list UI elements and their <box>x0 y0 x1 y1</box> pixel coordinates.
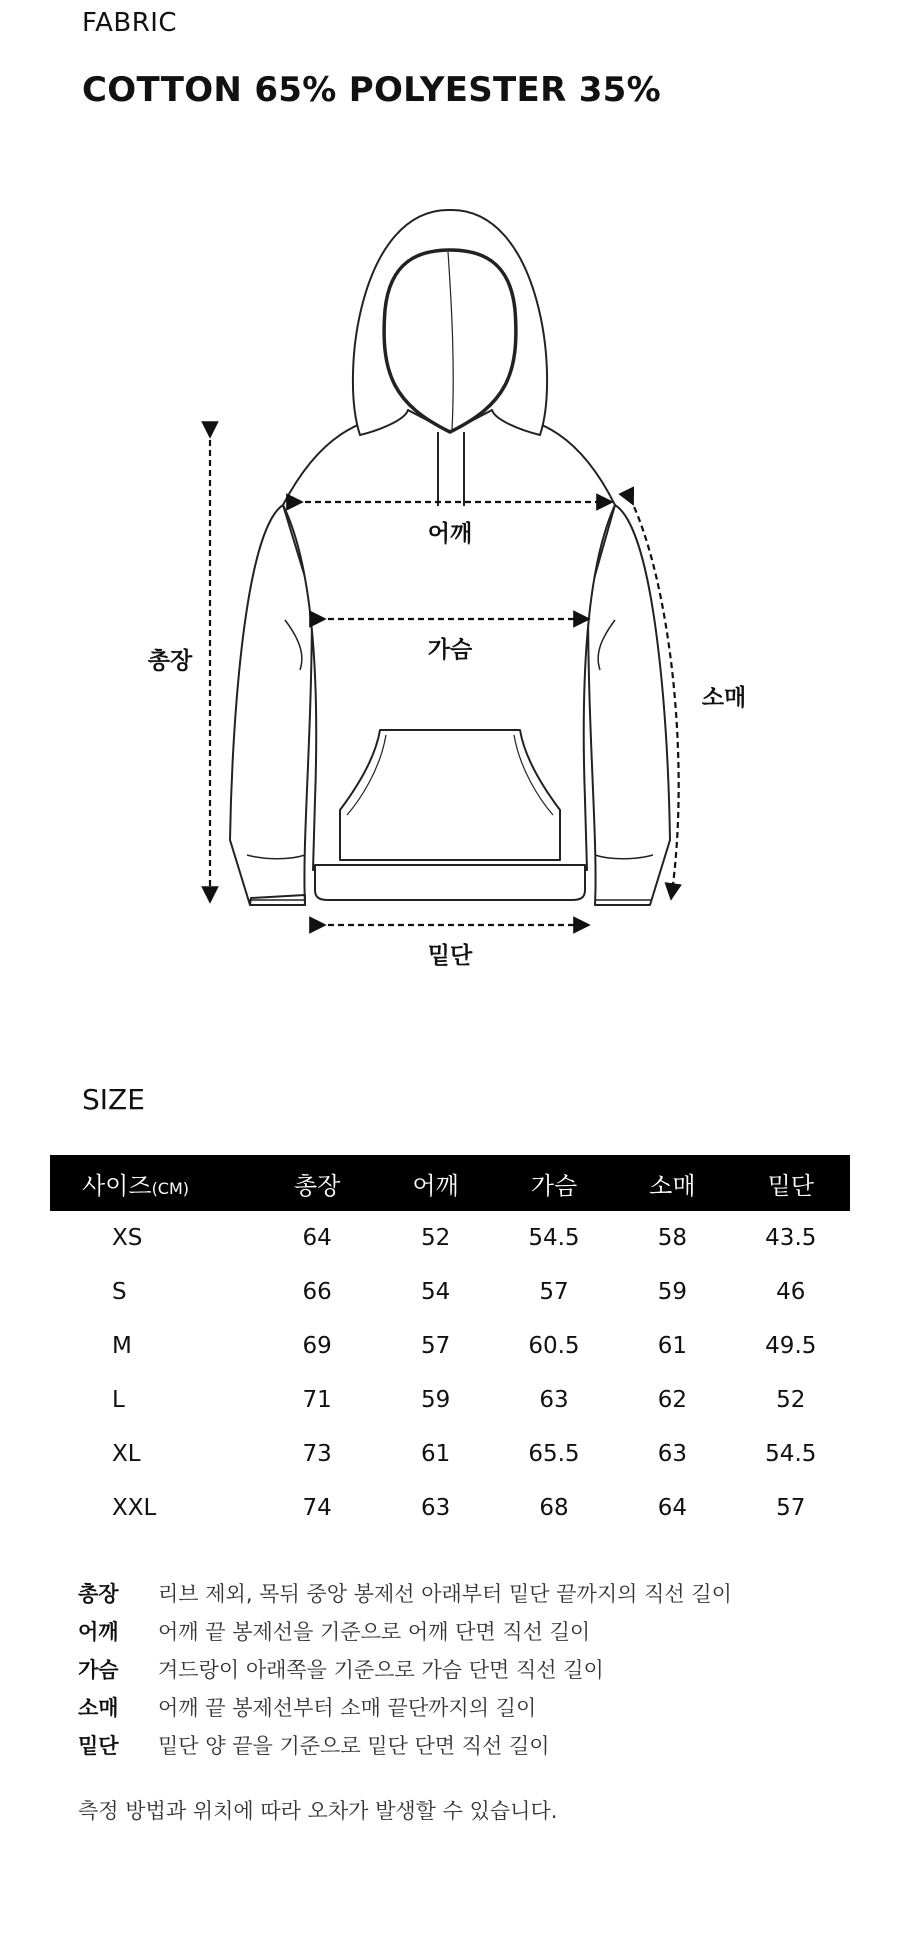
note-item <box>78 1616 858 1654</box>
size-cell: XXL <box>112 1495 157 1521</box>
table-row <box>50 1211 850 1265</box>
value-cell: 68 <box>539 1495 569 1521</box>
note-term: 어깨 <box>78 1620 119 1644</box>
value-cell: 62 <box>657 1387 687 1413</box>
table-row <box>50 1481 850 1535</box>
header-shoulder: 어깨 <box>412 1171 459 1200</box>
hem-label: 밑단 <box>427 943 473 969</box>
value-cell: 61 <box>420 1441 451 1467</box>
note-term: 가슴 <box>78 1658 119 1682</box>
note-item <box>78 1730 858 1768</box>
value-cell: 64 <box>302 1225 332 1251</box>
value-cell: 52 <box>420 1225 451 1251</box>
table-row <box>50 1265 850 1319</box>
hoodie-measurement-diagram <box>0 200 900 980</box>
value-cell: 57 <box>539 1279 569 1305</box>
value-cell: 60.5 <box>528 1333 580 1359</box>
fabric-label: FABRIC <box>82 8 178 38</box>
size-cell: S <box>112 1279 127 1305</box>
value-cell: 61 <box>657 1333 687 1359</box>
header-size: 사이즈(CM) <box>82 1171 190 1200</box>
size-cell: M <box>112 1333 132 1359</box>
size-cell: XS <box>112 1225 143 1251</box>
fabric-composition: COTTON 65% POLYESTER 35% <box>82 70 661 110</box>
note-description: 어깨 끝 봉제선을 기준으로 어깨 단면 직선 길이 <box>158 1620 591 1644</box>
value-cell: 57 <box>776 1495 806 1521</box>
value-cell: 63 <box>539 1387 569 1413</box>
value-cell: 73 <box>302 1441 332 1467</box>
value-cell: 54.5 <box>528 1225 580 1251</box>
header-total-length: 총장 <box>294 1171 341 1200</box>
note-item <box>78 1654 858 1692</box>
value-cell: 63 <box>657 1441 687 1467</box>
value-cell: 49.5 <box>765 1333 817 1359</box>
note-item <box>78 1578 858 1616</box>
value-cell: 66 <box>302 1279 332 1305</box>
note-description: 밑단 양 끝을 기준으로 밑단 단면 직선 길이 <box>158 1734 550 1758</box>
value-cell: 54 <box>420 1279 451 1305</box>
measurement-notes <box>78 1578 858 1768</box>
table-row <box>50 1373 850 1427</box>
value-cell: 63 <box>420 1495 451 1521</box>
value-cell: 46 <box>776 1279 806 1305</box>
total-length-label: 총장 <box>147 648 193 674</box>
value-cell: 74 <box>302 1495 332 1521</box>
disclaimer-text: 측정 방법과 위치에 따라 오차가 발생할 수 있습니다. <box>78 1799 558 1823</box>
size-cell: L <box>112 1387 125 1413</box>
hoodie-icon <box>230 210 670 905</box>
value-cell: 52 <box>776 1387 806 1413</box>
table-row <box>50 1427 850 1481</box>
value-cell: 65.5 <box>528 1441 580 1467</box>
note-description: 어깨 끝 봉제선부터 소매 끝단까지의 길이 <box>158 1696 537 1720</box>
note-term: 밑단 <box>78 1734 119 1758</box>
value-cell: 59 <box>420 1387 451 1413</box>
header-chest: 가슴 <box>530 1171 578 1200</box>
value-cell: 57 <box>420 1333 451 1359</box>
chest-label: 가슴 <box>427 637 473 663</box>
table-header-row <box>50 1155 850 1211</box>
note-item <box>78 1692 858 1730</box>
size-section-label: SIZE <box>82 1083 145 1116</box>
value-cell: 69 <box>302 1333 332 1359</box>
value-cell: 54.5 <box>765 1441 817 1467</box>
value-cell: 43.5 <box>765 1225 817 1251</box>
table-row <box>50 1319 850 1373</box>
note-term: 소매 <box>78 1696 119 1720</box>
shoulder-label: 어깨 <box>427 521 473 547</box>
size-cell: XL <box>112 1441 141 1467</box>
note-description: 겨드랑이 아래쪽을 기준으로 가슴 단면 직선 길이 <box>158 1658 604 1682</box>
size-chart-table <box>50 1155 850 1535</box>
header-sleeve: 소매 <box>649 1171 696 1200</box>
note-description: 리브 제외, 목뒤 중앙 봉제선 아래부터 밑단 끝까지의 직선 길이 <box>158 1582 732 1606</box>
note-term: 총장 <box>78 1582 119 1606</box>
value-cell: 59 <box>657 1279 687 1305</box>
header-hem: 밑단 <box>767 1171 814 1200</box>
value-cell: 64 <box>657 1495 687 1521</box>
value-cell: 58 <box>657 1225 687 1251</box>
value-cell: 71 <box>302 1387 332 1413</box>
sleeve-label: 소매 <box>701 685 747 711</box>
